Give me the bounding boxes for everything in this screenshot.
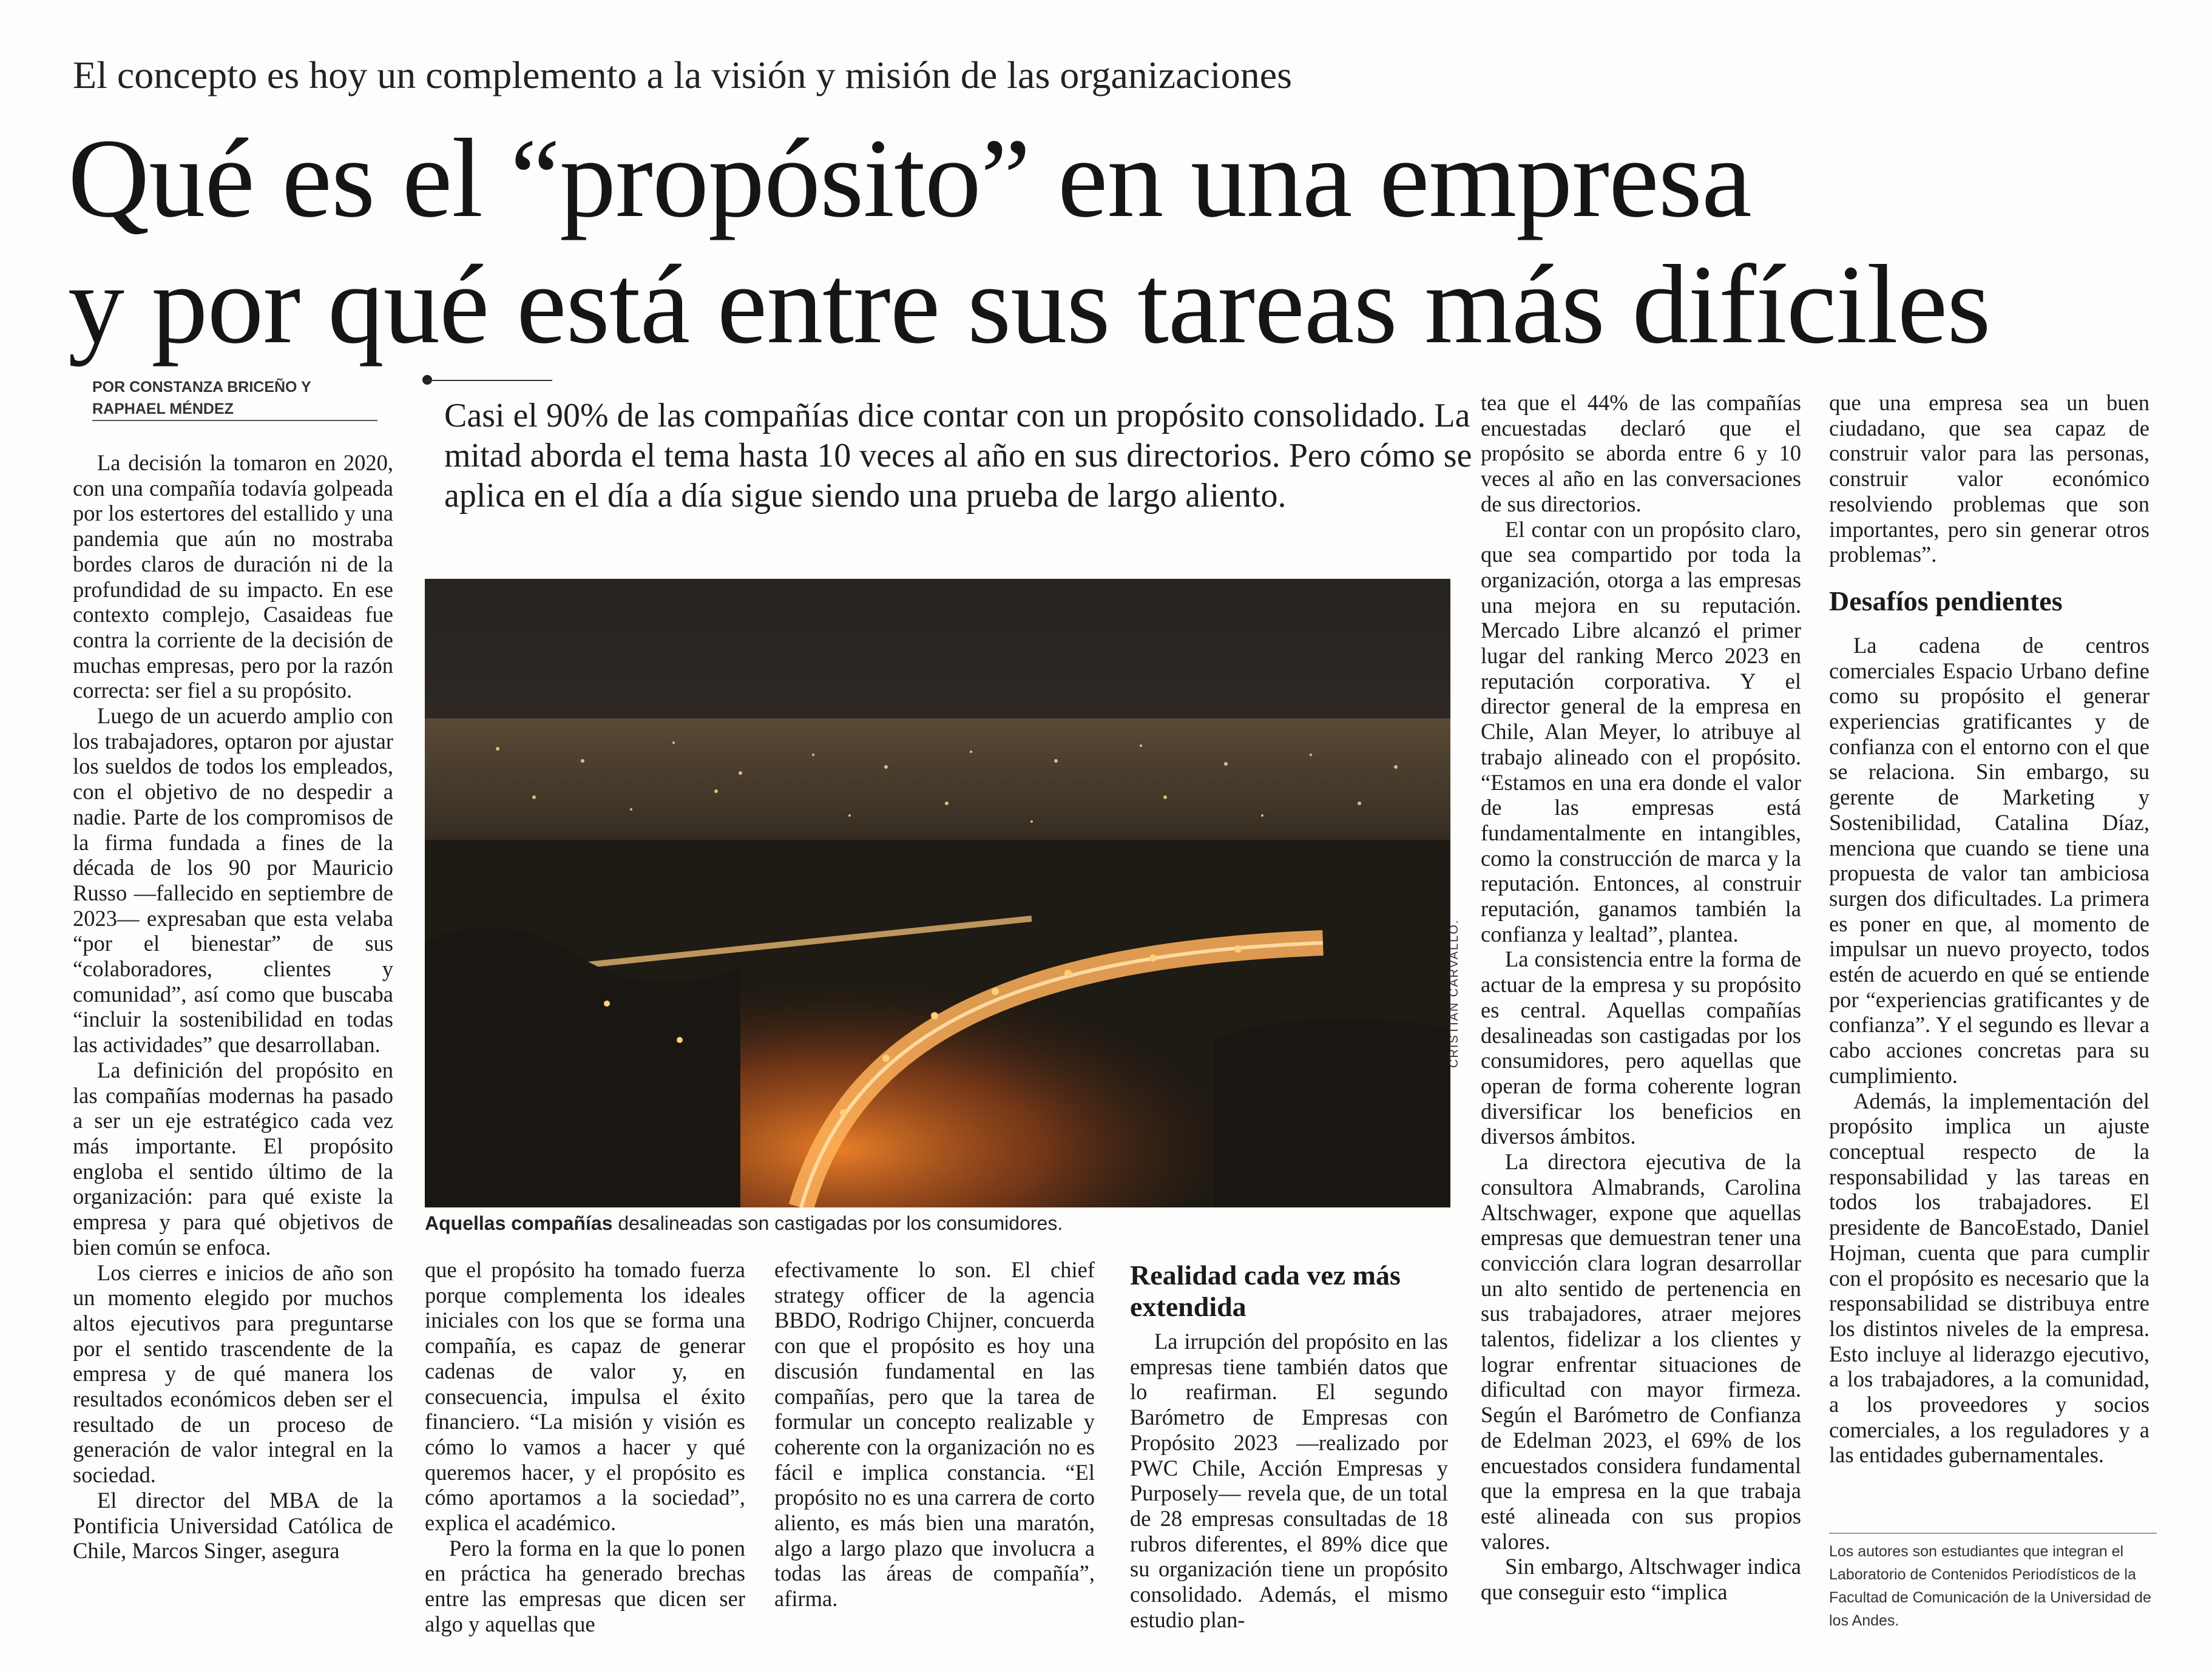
caption-bold-lead: Aquellas compañías xyxy=(425,1212,613,1234)
headline-line-2: y por qué está entre sus tareas más difíciles xyxy=(68,242,1990,367)
column-1 xyxy=(73,450,393,1564)
photo-credit: CRISTIAN CARVALLO. xyxy=(1447,919,1461,1068)
body-paragraph: El director del MBA de la Pontificia Universidad Católica de Chile, Marcos Singer, asegura xyxy=(73,1487,393,1564)
column-4 xyxy=(1130,1329,1448,1632)
photo-caption xyxy=(425,1212,1063,1235)
body-paragraph: Sin embargo, Altschwager indica que conseguir esto “implica xyxy=(1481,1554,1801,1605)
section-heading-realidad: Realidad cada vez más extendida xyxy=(1130,1260,1401,1322)
section-heading-desafios: Desafíos pendientes xyxy=(1829,585,2063,616)
body-paragraph: La consistencia entre la forma de actuar de la empresa y su propósito es central. Aquellas compañías desalineadas son castigadas por los consumidores, pero aquellas que operan de forma coherente logran diversificar los beneficios en diversos ámbitos. xyxy=(1481,947,1801,1149)
body-paragraph: tea que el 44% de las compañías encuestadas declaró que el propósito se aborda entre 6 y 10 veces al año en las conversaciones de sus directorios. xyxy=(1481,390,1801,516)
body-paragraph: El contar con un propósito claro, que sea compartido por toda la organización, otorga a las empresas una mejora en su reputación. Mercado Libre alcanzó el primer lugar del ranking Merco 2023 en reputación corporativa. Y el director general de la empresa en Chile, Alan Meyer, lo atribuye al trabajo alineado con el propósito. “Estamos en una era donde el valor de las empresas está fundamentalmente en intangibles, como la construcción de marca y la reputación. Entonces, al construir reputación, ganamos también la confianza y lealtad”, plantea. xyxy=(1481,516,1801,947)
body-paragraph: Luego de un acuerdo amplio con los trabajadores, optaron por ajustar los sueldos de todos los empleados, con el objetivo de no despedir a nadie. Parte de los compromisos de la firma fundada a fines de la década de los 90 por Mauricio Russo —fallecido en septiembre de 2023— expresaban que esta velaba “por el bienestar” de sus “colaboradores, clientes y comunidad”, así como que buscaba “incluir la sostenibilidad en todas las actividades” que desarrollaban. xyxy=(73,703,393,1058)
column-6 xyxy=(1829,390,2149,1468)
column-3 xyxy=(774,1257,1095,1612)
headline xyxy=(68,115,2143,368)
body-paragraph: Además, la implementación del propósito implica un ajuste conceptual respecto de la responsabilidad y las tareas en todos los trabajadores. El presidente de BancoEstado, Daniel Hojman, cuenta que para cumplir con el propósito es necesario que la responsabilidad se distribuya entre los distintos niveles de la empresa. Esto incluye al liderazgo ejecutivo, a los trabajadores, a la comunidad, a los proveedores y socios comerciales, a los reguladores y a las entidades gubernamentales. xyxy=(1829,1088,2149,1468)
body-paragraph: La decisión la tomaron en 2020, con una compañía todavía golpeada por los estertores del estallido y una pandemia que aún no mostraba bordes claros de duración ni de la profundidad de su impacto. En ese contexto complejo, Casaideas fue contra la corriente de la decisión de muchas empresas, pero por la razón correcta: ser fiel a su propósito. xyxy=(73,450,393,703)
body-paragraph: La directora ejecutiva de la consultora Almabrands, Carolina Altschwager, expone que aquellas empresas que demuestran tener una convicción clara logran desarrollar un alto sentido de pertenencia en sus trabajadores, atraer mejores talentos, fidelizar a los clientes y lograr enfrentar situaciones de dificultad con mayor firmeza. Según el Barómetro de Confianza de Edelman 2023, el 69% de los encuestados considera fundamental que la empresa en la que trabaja esté alineada con sus propios valores. xyxy=(1481,1149,1801,1554)
body-paragraph: Los cierres e inicios de año son un momento elegido por muchos altos ejecutivos para preguntarse por el sentido trascendente de la empresa y de qué manera los resultados económicos deben ser el resultado de un proceso de generación de valor integral en la sociedad. xyxy=(73,1260,393,1488)
body-paragraph: La definición del propósito en las compañías modernas ha pasado a ser un eje estratégico cada vez más importante. El propósito engloba el sentido último de la organización: para qué existe la empresa y para qué objetivos de bien común se enfoca. xyxy=(73,1057,393,1260)
body-paragraph: La irrupción del propósito en las empresas tiene también datos que lo reafirman. El segundo Barómetro de Empresas con Propósito 2023 —realizado por PWC Chile, Acción Empresas y Purposely— revela que, de un total de 28 empresas consultadas de 18 rubros diferentes, el 89% dice que su organización tiene un propósito consolidado. Además, el mismo estudio plan- xyxy=(1130,1329,1448,1632)
column-2 xyxy=(425,1257,745,1637)
body-paragraph: efectivamente lo son. El chief strategy officer de la agencia BBDO, Rodrigo Chijner, concuerda con que el propósito es hoy una discusión fundamental en las compañías, pero que la tarea de formular un concepto realizable y coherente con la organización no es fácil e implica constancia. “El propósito no es una carrera de corto aliento, es más bien una maratón, algo a largo plazo que involucra a todas las áreas de compañía”, afirma. xyxy=(774,1257,1095,1612)
body-paragraph: que el propósito ha tomado fuerza porque complementa los ideales iniciales con los que se forma una compañía, es capaz de generar cadenas de valor y, en consecuencia, impulsa el éxito financiero. “La misión y visión es cómo lo vamos a hacer y qué queremos hacer, y el propósito es cómo aportamos a la sociedad”, explica el académico. xyxy=(425,1257,745,1536)
body-paragraph: Pero la forma en la que lo ponen en práctica ha generado brechas entre las empresas que dicen ser algo y aquellas que xyxy=(425,1535,745,1636)
column-5 xyxy=(1481,390,1801,1605)
body-paragraph: La cadena de centros comerciales Espacio Urbano define como su propósito el generar experiencias gratificantes y de confianza con el entorno con el que se relaciona. Sin embargo, su gerente de Marketing y Sostenibilidad, Catalina Díaz, menciona que cuando se tiene una propuesta de valor tan ambiciosa surgen dos dificultades. La primera es poner en que, al momento de impulsar un nuevo proyecto, todos estén de acuerdo en qué se entiende por “experiencias gratificantes y de confianza”. Y el segundo es llevar a cabo acciones concretas para su cumplimiento. xyxy=(1829,632,2149,1088)
lead-rule xyxy=(425,380,552,381)
kicker: El concepto es hoy un complemento a la visión y misión de las organizaciones xyxy=(73,53,1292,96)
body-paragraph: que una empresa sea un buen ciudadano, que sea capaz de construir valor para las personas, construir valor económico resolviendo problemas que son importantes, pero sin generar otros problemas”. xyxy=(1829,390,2149,567)
caption-text: desalineadas son castigadas por los consumidores. xyxy=(612,1212,1063,1234)
city-night-photo-illustration xyxy=(425,579,1450,1207)
headline-line-1: Qué es el “propósito” en una empresa xyxy=(68,116,1751,241)
author-footnote: Los autores son estudiantes que integran el Laboratorio de Contenidos Periodísticos de la Facultad de Comunicación de la Universidad de los Andes. xyxy=(1829,1533,2157,1632)
byline: POR CONSTANZA BRICEÑO Y RAPHAEL MÉNDEZ xyxy=(92,376,377,421)
city-night-photo xyxy=(425,579,1450,1207)
lead-paragraph: Casi el 90% de las compañías dice contar con un propósito consolidado. La mitad aborda el tema hasta 10 veces al año en sus directorios. Pero cómo se aplica en el día a día sigue siendo una prueba de largo aliento. xyxy=(444,397,1472,515)
